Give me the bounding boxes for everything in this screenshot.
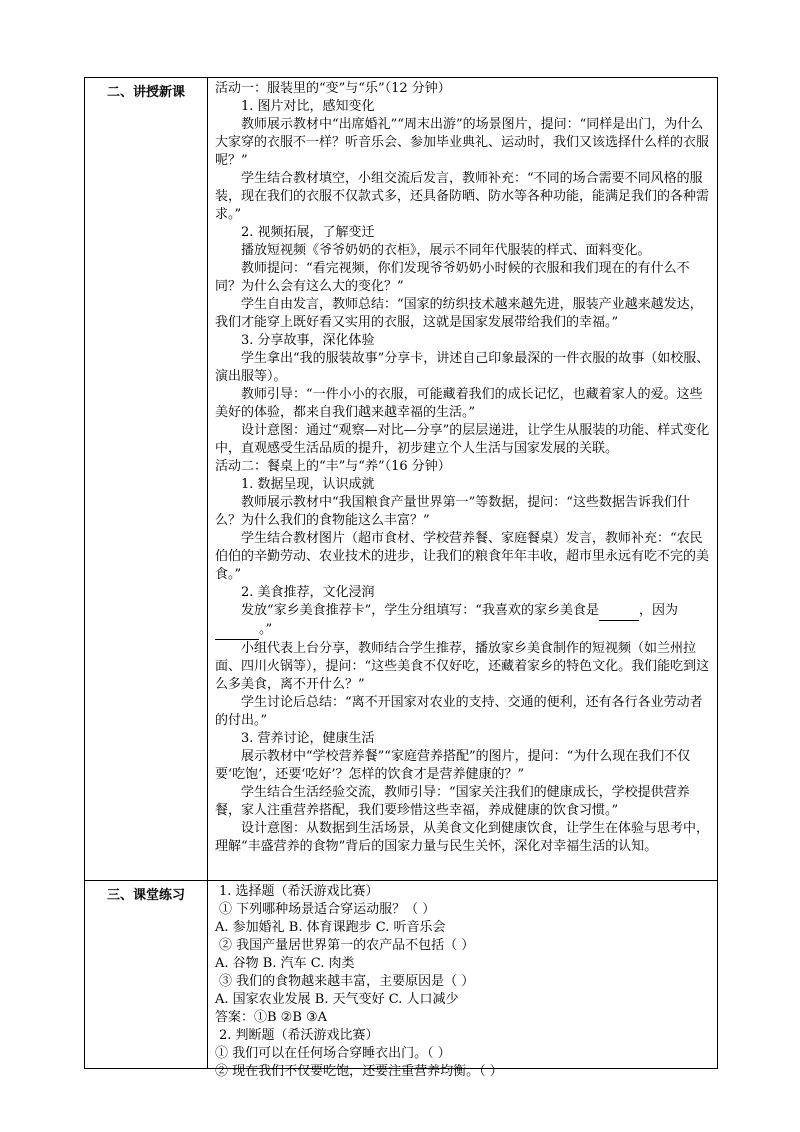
section-content-practice: [215, 883, 713, 1081]
section-label-practice: 三、课堂练习: [106, 888, 185, 903]
a2-step2-para2: 小组代表上台分享，教师结合学生推荐，播放家乡美食制作的短视频（如兰州拉面、四川火锅等），提问：“这些美食不仅好吃，还藏着家乡的特色文化。我们能吃到这么多美食，离不开什么？”: [215, 641, 710, 692]
q1-item3-options: A. 国家农业发展 B. 天气变好 C. 人口减少: [215, 992, 459, 1007]
q1-item3: ③ 我们的食物越来越丰富，主要原因是（ ）: [219, 974, 475, 989]
q1-heading: 1. 选择题（希沃游戏比赛）: [219, 884, 379, 899]
a2-design-intent: 设计意图：从数据到生活场景，从美食文化到健康饮食，让学生在体验与思考中，理解“丰盛营养的食物”背后的国家力量与民生关怀，深化对幸福生活的认知。: [215, 821, 710, 854]
a1-step2-heading: 2. 视频拓展，了解变迁: [241, 225, 375, 240]
a2-step2-para1: [215, 602, 713, 640]
q1-item2-options: A. 谷物 B. 汽车 C. 肉类: [215, 956, 355, 971]
q1-item1: ① 下列哪种场景适合穿运动服？（ ）: [219, 902, 436, 917]
a2-step2-heading: 2. 美食推荐，文化浸润: [241, 585, 375, 600]
row-divider: [85, 880, 717, 881]
a2-step3-para2: 学生结合生活经验交流，教师引导：“国家关注我们的健康成长，学校提供营养餐，家人注重营养搭配，我们要珍惜这些幸福，养成健康的饮食习惯。”: [215, 785, 690, 818]
q1-item2: ② 我国产量居世界第一的农产品不包括（ ）: [219, 938, 475, 953]
a2-step3-para1: 展示教材中“学校营养餐”“家庭营养搭配”的图片，提问：“为什么现在我们不仅要‘吃饱’，还要‘吃好’？怎样的饮食才是营养健康的？”: [215, 749, 691, 782]
a1-step2-para2: 教师提问：“看完视频，你们发现爷爷奶奶小时候的衣服和我们现在的有什么不同？为什么会有这么大的变化？”: [215, 261, 690, 294]
lesson-table: [84, 77, 718, 1079]
a1-step3-heading: 3. 分享故事，深化体验: [241, 333, 375, 348]
q1-item1-options: A. 参加婚礼 B. 体育课跑步 C. 听音乐会: [215, 920, 446, 935]
a1-step3-para2: 教师引导：“一件小小的衣服，可能藏着我们的成长记忆，也藏着家人的爱。这些美好的体验，都来自我们越来越幸福的生活。”: [215, 387, 703, 420]
activity2-title: 活动二：餐桌上的“丰”与“养”（16 分钟）: [215, 459, 451, 474]
section-content-teaching: [215, 80, 713, 856]
q2-item1: ① 我们可以在任何场合穿睡衣出门。（ ）: [215, 1046, 451, 1061]
fill-blank-food: [599, 602, 639, 621]
column-divider: [207, 78, 208, 1068]
a1-step2-para3: 学生自由发言，教师总结：“国家的纺织技术越来越先进，服装产业越来越发达，我们才能穿上既好看又实用的衣服，这就是国家发展带给我们的幸福。”: [215, 297, 703, 330]
q1-answers: 答案：①B ②B ③A: [215, 1010, 328, 1025]
a1-step1-para2: 学生结合教材填空，小组交流后发言，教师补充：“不同的场合需要不同风格的服装，现在我们的衣服不仅款式多，还具备防晒、防水等各种功能，能满足我们的各种需求。”: [215, 171, 710, 222]
a2-step2-para1-text: 发放“家乡美食推荐卡”，学生分组填写：“我喜欢的家乡美食是: [241, 603, 599, 618]
section-label-teaching: 二、讲授新课: [106, 85, 185, 100]
a2-step2-para1-text-c: 。”: [259, 622, 273, 637]
a2-step1-para2: 学生结合教材图片（超市食材、学校营养餐、家庭餐桌）发言，教师补充：“农民伯伯的辛勤劳动、农业技术的进步，让我们的粮食年年丰收，超市里永远有吃不完的美食。”: [215, 531, 710, 582]
q2-item2: ② 现在我们不仅要吃饱，还要注重营养均衡。（ ）: [215, 1064, 503, 1079]
a2-step3-heading: 3. 营养讨论，健康生活: [241, 731, 375, 746]
activity1-title: 活动一：服装里的“变”与“乐”（12 分钟）: [215, 81, 451, 96]
a1-step1-heading: 1. 图片对比，感知变化: [241, 99, 375, 114]
a2-step2-para3: 学生讨论后总结：“离不开国家对农业的支持、交通的便利，还有各行各业劳动者的付出。”: [215, 695, 703, 728]
a1-step1-para1: 教师展示教材中“出席婚礼”“周末出游”的场景图片，提问：“同样是出门，为什么大家穿的衣服不一样？听音乐会、参加毕业典礼、运动时，我们又该选择什么样的衣服呢？”: [215, 117, 710, 168]
a1-step2-para1: 播放短视频《爷爷奶奶的衣柜》，展示不同年代服装的样式、面料变化。: [241, 243, 651, 258]
a2-step1-heading: 1. 数据呈现，认识成就: [241, 477, 375, 492]
a2-step2-para1-text-b: ，因为: [638, 603, 678, 618]
a1-design-intent: 设计意图：通过“观察—对比—分享”的层层递进，让学生从服装的功能、样式变化中，直观感受生活品质的提升，初步建立个人生活与国家发展的关联。: [215, 423, 710, 456]
fill-blank-reason: [215, 621, 259, 640]
a2-step1-para1: 教师展示教材中“我国粮食产量世界第一”等数据，提问：“这些数据告诉我们什么？为什么我们的食物能这么丰富？”: [215, 495, 690, 528]
q2-heading: 2. 判断题（希沃游戏比赛）: [219, 1028, 379, 1043]
a1-step3-para1: 学生拿出“我的服装故事”分享卡，讲述自己印象最深的一件衣服的故事（如校服、演出服等）。: [215, 351, 710, 384]
